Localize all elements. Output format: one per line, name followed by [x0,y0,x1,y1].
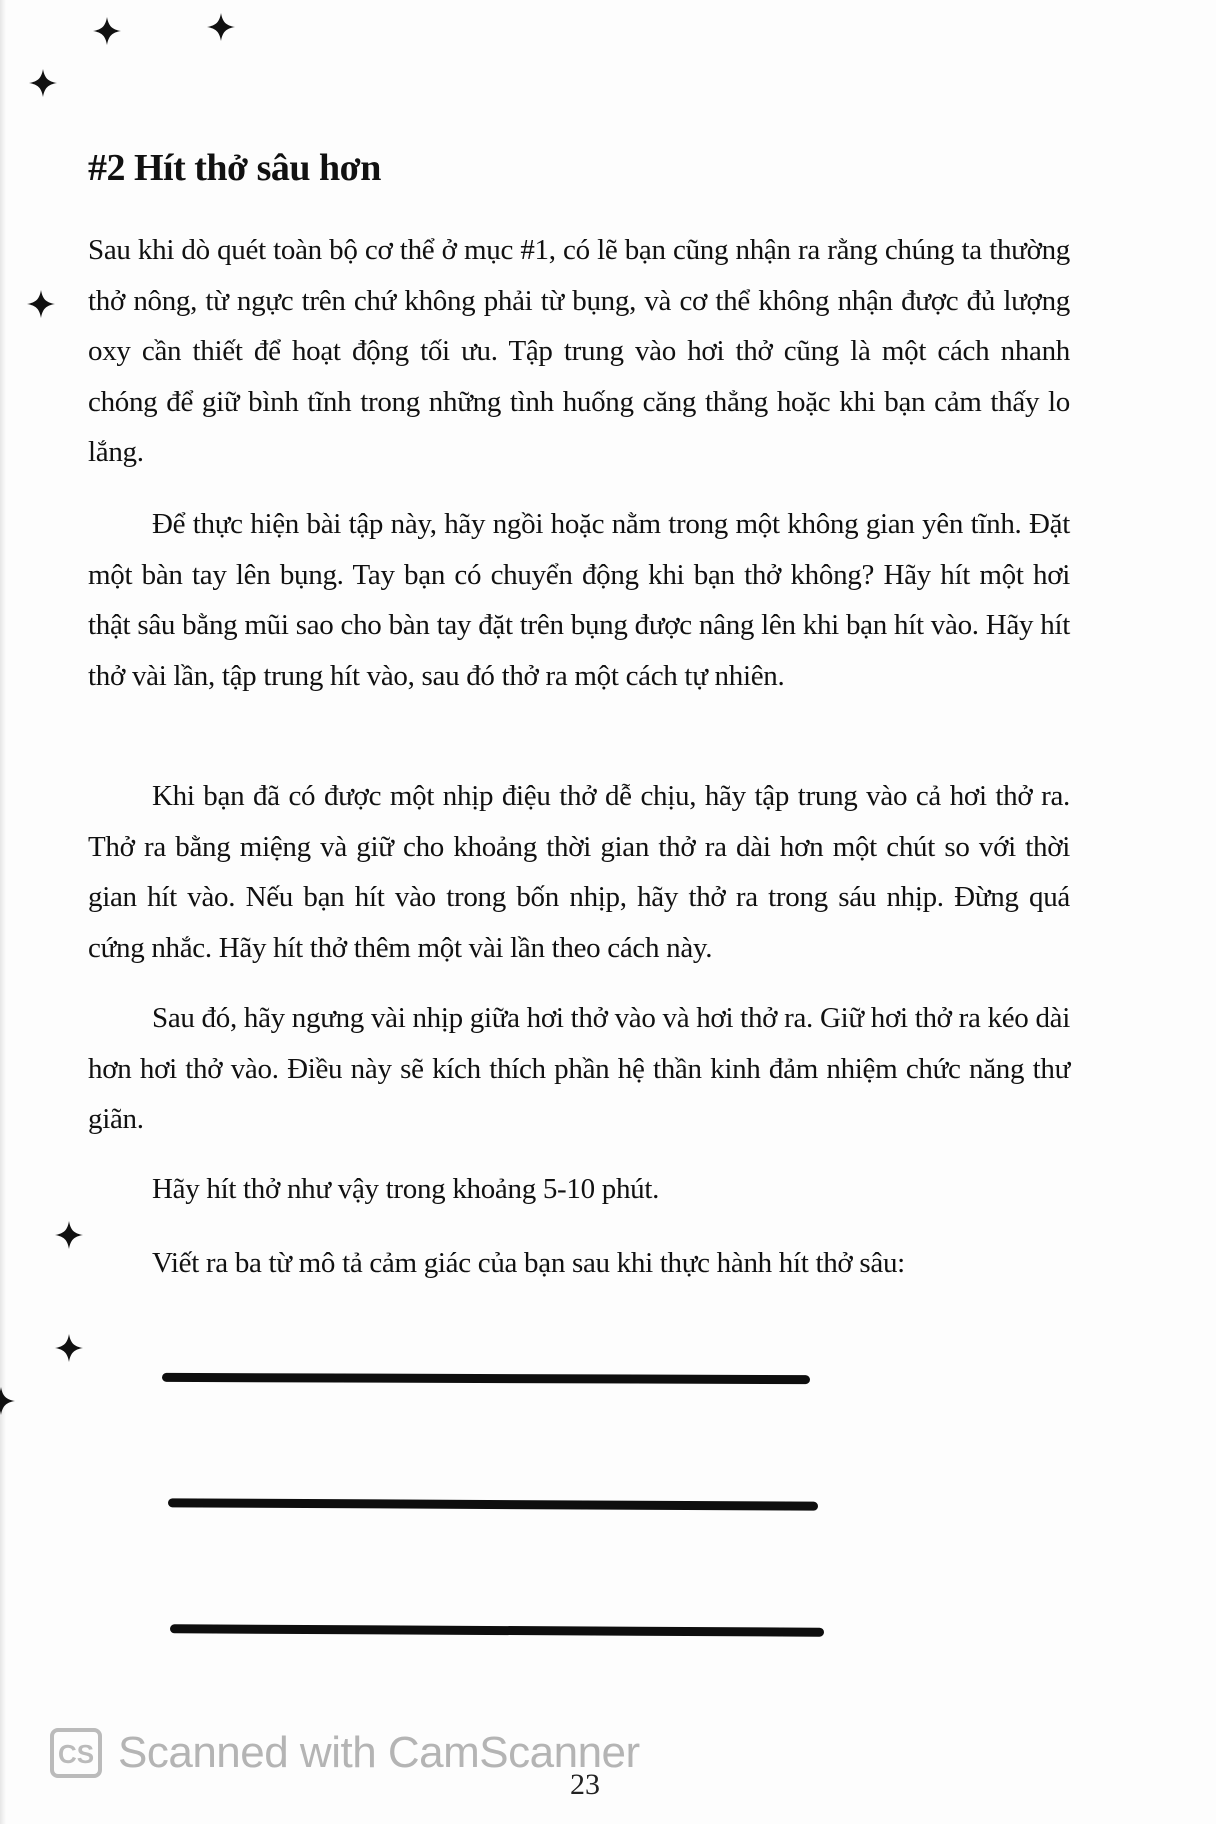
camscanner-watermark [50,1728,640,1778]
body-paragraph: Hãy hít thở như vậy trong khoảng 5-10 phút. [152,1173,660,1205]
writing-prompt: Viết ra ba từ mô tả cảm giác của bạn sau khi thực hành hít thở sâu: [152,1247,905,1279]
sparkle-icon [206,12,236,42]
page-edge-shadow [0,0,6,1824]
sparkle-icon [54,1220,84,1250]
answer-line[interactable] [170,1624,824,1636]
sparkle-icon [0,1386,16,1416]
camscanner-logo-text: CS [57,1739,95,1769]
sparkle-icon [92,16,122,46]
answer-line[interactable] [168,1498,818,1510]
body-paragraph: Sau khi dò quét toàn bộ cơ thể ở mục #1, có lẽ bạn cũng nhận ra rằng chúng ta thường thở nông, từ ngực trên chứ không phải từ bụng, và cơ thể không nhận được đủ lượng oxy cần thiết để hoạt động tối ưu. Tập trung vào hơi thở cũng là một cách nhanh chóng để giữ bình tĩnh trong những tình huống căng thẳng hoặc khi bạn cảm thấy lo lắng. [88,234,1070,468]
sparkle-icon [26,289,56,319]
sparkle-icon [54,1333,84,1363]
answer-line[interactable] [162,1373,810,1384]
sparkle-icon [28,68,58,98]
body-paragraph: Sau đó, hãy ngưng vài nhịp giữa hơi thở vào và hơi thở ra. Giữ hơi thở ra kéo dài hơn hơi thở vào. Điều này sẽ kích thích phần hệ thần kinh đảm nhiệm chức năng thư giãn. [88,1002,1070,1135]
watermark-text: Scanned with CamScanner [118,1728,640,1777]
exercise-title: #2 Hít thở sâu hơn [88,147,381,189]
body-paragraph: Khi bạn đã có được một nhịp điệu thở dễ chịu, hãy tập trung vào cả hơi thở ra. Thở ra bằng miệng và giữ cho khoảng thời gian thở ra dài hơn một chút so với thời gian hít vào. Nếu bạn hít vào trong bốn nhịp, hãy thở ra trong sáu nhịp. Đừng quá cứng nhắc. Hãy hít thở thêm một vài lần theo cách này. [88,780,1070,964]
camscanner-logo-icon [50,1728,102,1778]
page-number: 23 [570,1768,600,1801]
body-paragraph: Để thực hiện bài tập này, hãy ngồi hoặc nằm trong một không gian yên tĩnh. Đặt một bàn tay lên bụng. Tay bạn có chuyển động khi bạn thở không? Hãy hít một hơi thật sâu bằng mũi sao cho bàn tay đặt trên bụng được nâng lên khi bạn hít vào. Hãy hít thở vài lần, tập trung hít vào, sau đó thở ra một cách tự nhiên. [88,508,1070,692]
